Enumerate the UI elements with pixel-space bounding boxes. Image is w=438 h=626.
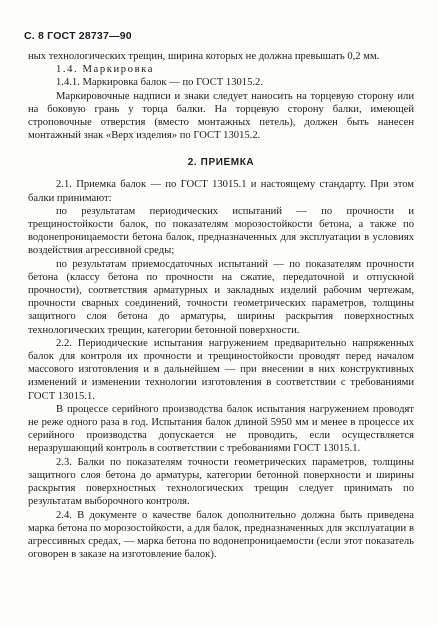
- paragraph-1-4-1: 1.4.1. Маркировка балок — по ГОСТ 13015.2.: [56, 77, 263, 89]
- paragraph-periodic-tests: по результатам периодических испытаний — по прочности и трещиностойкости балок, по показателям морозостойкости бетона, а также по водонепроницаемости бетона балок, предназначенных для эксплуатации в условиях воздействия агрессивной среды;: [28, 205, 414, 257]
- paragraph-2-3: 2.3. Балки по показателям точности геометрических параметров, толщины защитного слоя бетона до арматуры, категории бетонной поверхности и ширины раскрытия поверхностных технологических трещин следует принимать по результатам выборочного контроля.: [28, 456, 414, 508]
- document-body: [28, 50, 414, 561]
- section-title-acceptance: 2. ПРИЕМКА: [187, 157, 255, 169]
- paragraph-2-4: 2.4. В документе о качестве балок дополнительно должна быть приведена марка бетона по морозостойкости, а для балок, предназначенных для эксплуатации в агрессивных средах, — марка бетона по водонепроницаемости (если этот показатель оговорен в заказе на изготовление балок).: [28, 509, 414, 561]
- page-header: С. 8 ГОСТ 28737—90: [24, 30, 132, 42]
- paragraph-acceptance-tests: по результатам приемосдаточных испытаний — по показателям прочности бетона (классу бетона по прочности на сжатие, передаточной и отпускной прочности), соответствия арматурных и закладных изделий рабочим чертежам, прочности сварных соединений, точности геометрических параметров, толщины защитного слоя бетона до арматуры, ширины раскрытия поверхностных технологических трещин, категории бетонной поверхности.: [28, 258, 414, 336]
- paragraph-2-2: 2.2. Периодические испытания нагружением предварительно напряженных балок для контроля их прочности и трещиностойкости проводят перед началом массового изготовления и в дальнейшем — при внесении в них конструктивных изменений и изменении технологии изготовления в соответствии с требованиями ГОСТ 13015.1.: [28, 337, 414, 402]
- paragraph-continuation: ных технологических трещин, ширина которых не должна превышать 0,2 мм.: [28, 51, 380, 62]
- paragraph-2-1: 2.1. Приемка балок — по ГОСТ 13015.1 и настоящему стандарту. При этом балки принимают:: [28, 179, 414, 204]
- subsection-title-marking: 1.4. Маркировка: [56, 64, 155, 76]
- paragraph-serial-production: В процессе серийного производства балок испытания нагружением проводят не реже одного раза в год. Испытания балок длиной 5950 мм и менее в процессе их серийного производства допускается не проводить, если осуществляется неразрушающий контроль в соответствии с требованиями ГОСТ 13015.1.: [28, 403, 414, 455]
- paragraph-marking-details: Маркировочные надписи и знаки следует наносить на торцевую сторону или на боковую грань у торца балки. На торцевую сторону балки, имеющей строповочные отверстия (вместо монтажных петель), должен быть нанесен монтажный знак «Верх изделия» по ГОСТ 13015.2.: [28, 90, 414, 142]
